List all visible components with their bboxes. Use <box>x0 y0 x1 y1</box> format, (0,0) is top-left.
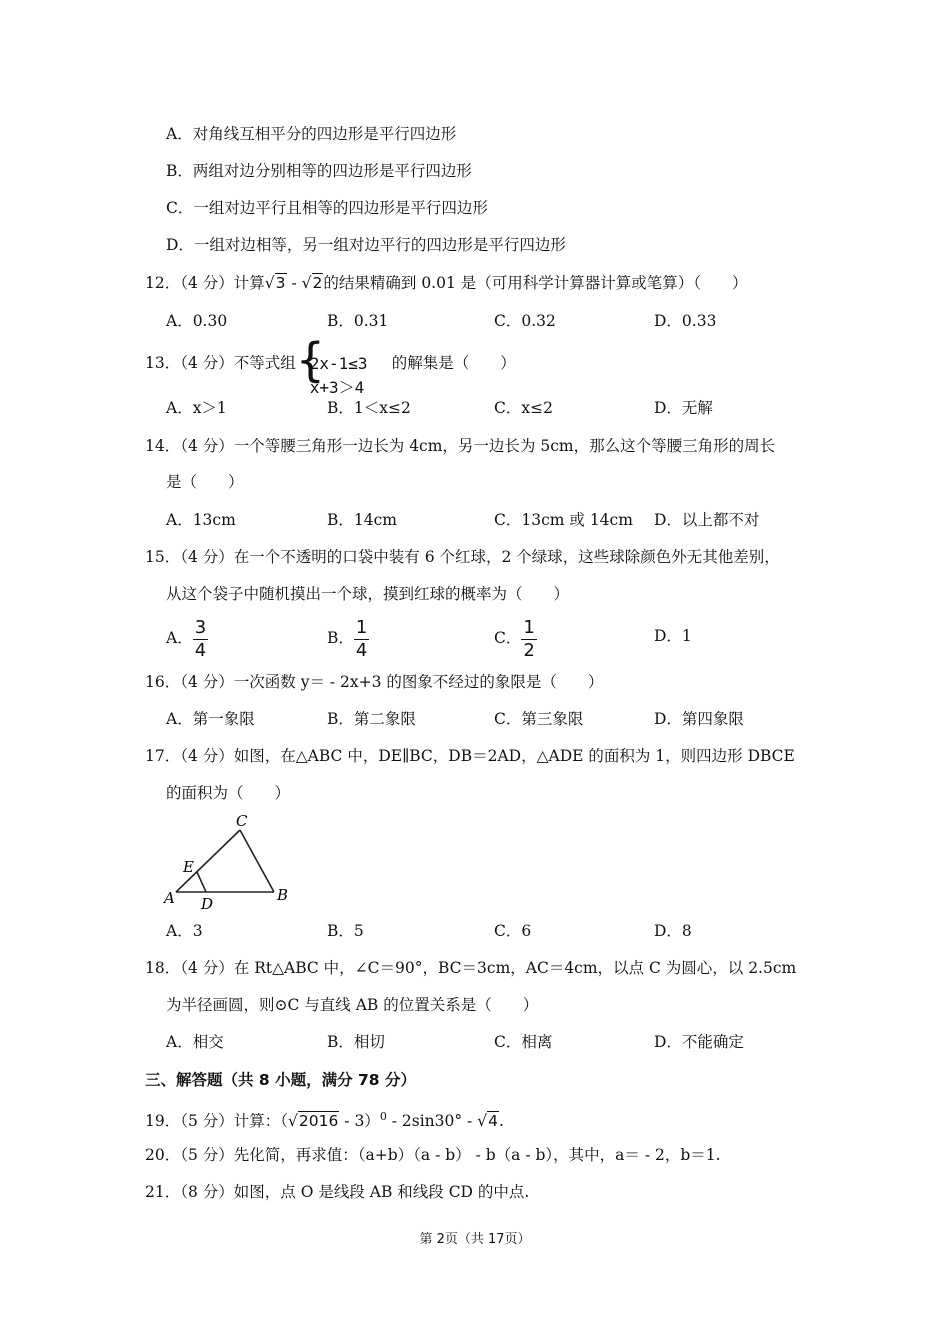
label-a: A <box>164 889 175 907</box>
q15-c-fraction: $\frac{1}{2}$ <box>523 616 535 661</box>
question-13 <box>145 333 516 397</box>
label-b: B <box>277 886 289 904</box>
q18-option-b: B．相切 <box>327 1033 385 1051</box>
q15-option-b <box>327 616 369 660</box>
q13-suffix: 的解集是（ ） <box>391 354 516 372</box>
q17-option-b: B．5 <box>327 922 364 940</box>
q13-option-c: C．x≤2 <box>494 399 553 417</box>
q19-mid: - 3） <box>339 1112 380 1131</box>
question-12 <box>145 273 748 293</box>
q12-sqrt3: √3 <box>264 274 286 292</box>
q15-b-label: B． <box>327 629 354 647</box>
q11-option-a: A．对角线互相平分的四边形是平行四边形 <box>166 125 457 143</box>
q11-option-d: D．一组对边相等，另一组对边平行的四边形是平行四边形 <box>166 236 566 254</box>
q16-line: 16．（4 分）一次函数 y＝ - 2x+3 的图象不经过的象限是（ ） <box>145 673 604 691</box>
q13-option-d: D．无解 <box>654 399 713 417</box>
q16-option-c: C．第三象限 <box>494 710 584 728</box>
question-20: 20．（5 分）先化简，再求值：（a+b）（a - b） - b（a - b），其中，a＝ - 2，b＝1. <box>145 1146 721 1164</box>
q14-line1: 14．（4 分）一个等腰三角形一边长为 4cm，另一边长为 5cm，那么这个等腰三角形的周长 <box>145 437 776 455</box>
q16-option-b: B．第二象限 <box>327 710 416 728</box>
q17-line2: 的面积为（ ） <box>166 784 291 802</box>
q18-line2: 为半径画圆，则⊙C 与直线 AB 的位置关系是（ ） <box>166 996 539 1014</box>
q13-inequality-system: { 2x-1≤3 x+3＞4 <box>296 341 392 387</box>
q19-exponent: 0 <box>379 1110 387 1123</box>
q18-option-d: D．不能确定 <box>654 1033 744 1051</box>
q16-option-a: A．第一象限 <box>166 710 255 728</box>
segment-cb <box>240 830 274 892</box>
q18-option-a: A．相交 <box>166 1033 224 1051</box>
question-21: 21．（8 分）如图，点 O 是线段 AB 和线段 CD 的中点. <box>145 1183 530 1201</box>
q13-option-b: B．1＜x≤2 <box>327 399 411 417</box>
q12-option-d: D．0.33 <box>654 312 717 330</box>
q15-option-d: D．1 <box>654 627 692 645</box>
q12-option-c: C．0.32 <box>494 312 556 330</box>
q14-option-c: C．13cm 或 14cm <box>494 511 633 529</box>
q14-line2: 是（ ） <box>166 473 244 491</box>
q18-line1: 18．（4 分）在 Rt△ABC 中，∠C＝90°，BC＝3cm，AC＝4cm，以点 C 为圆心，以 2.5cm <box>145 959 797 977</box>
segment-de <box>197 872 206 892</box>
q12-suffix: 的结果精确到 0.01 是（可用科学计算器计算或笔算）（ ） <box>323 274 748 292</box>
q17-option-d: D．8 <box>654 922 692 940</box>
question-19 <box>145 1107 504 1131</box>
q12-minus: - <box>286 274 302 292</box>
q19-mid2: - 2sin30° - <box>386 1112 478 1131</box>
q15-line1: 15．（4 分）在一个不透明的口袋中装有 6 个红球，2 个绿球，这些球除颜色外无其他差别， <box>145 548 780 566</box>
q15-line2: 从这个袋子中随机摸出一个球，摸到红球的概率为（ ） <box>166 585 570 603</box>
q15-b-fraction: $\frac{1}{4}$ <box>355 616 368 661</box>
q18-option-c: C．相离 <box>494 1033 553 1051</box>
q15-option-a <box>166 616 208 660</box>
label-e: E <box>183 858 194 876</box>
label-d: D <box>201 895 214 913</box>
q12-sqrt2: √2 <box>301 274 323 292</box>
q13-option-a: A．x＞1 <box>166 399 227 417</box>
q13-row1: 2x-1≤3 <box>309 354 368 373</box>
q14-option-b: B．14cm <box>327 511 397 529</box>
q12-prefix: 12．（4 分）计算 <box>145 274 265 292</box>
q12-option-a: A．0.30 <box>166 312 228 330</box>
q19-sqrt2016: √2016 <box>288 1112 339 1131</box>
q15-c-label: C． <box>494 629 522 647</box>
q11-option-c: C．一组对边平行且相等的四边形是平行四边形 <box>166 199 488 217</box>
q17-option-c: C．6 <box>494 922 532 940</box>
section-3-heading: 三、解答题（共 8 小题，满分 78 分） <box>145 1071 416 1089</box>
q15-option-c <box>494 616 537 660</box>
q14-option-d: D．以上都不对 <box>654 511 760 529</box>
q13-prefix: 13．（4 分）不等式组 <box>145 354 296 372</box>
triangle-figure <box>160 810 300 915</box>
q15-a-fraction: $\frac{3}{4}$ <box>194 616 207 661</box>
q16-option-d: D．第四象限 <box>654 710 744 728</box>
label-c: C <box>236 812 248 830</box>
q12-option-b: B．0.31 <box>327 312 389 330</box>
q17-line1: 17．（4 分）如图，在△ABC 中，DE∥BC，DB＝2AD，△ADE 的面积为 1，则四边形 DBCE <box>145 747 795 765</box>
q13-row2: x+3＞4 <box>309 378 365 397</box>
q11-option-b: B．两组对边分别相等的四边形是平行四边形 <box>166 162 472 180</box>
q19-end: . <box>499 1112 504 1131</box>
q17-option-a: A．3 <box>166 922 203 940</box>
q14-option-a: A．13cm <box>166 511 236 529</box>
q15-a-label: A． <box>166 629 193 647</box>
page-footer: 第 2页（共 17页） <box>419 1232 531 1247</box>
q19-sqrt4: √4 <box>477 1112 498 1131</box>
q19-prefix: 19．（5 分）计算：（ <box>145 1112 289 1131</box>
